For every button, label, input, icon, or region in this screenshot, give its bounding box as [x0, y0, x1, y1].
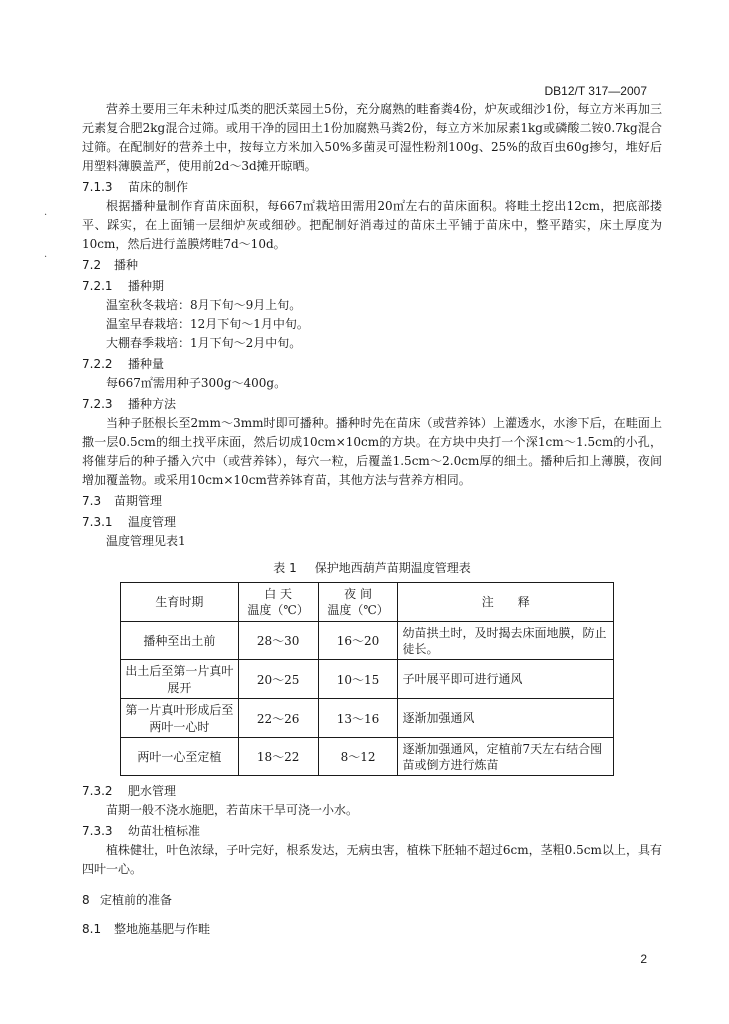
sowing-period-line: 大棚春季栽培：1月下旬～2月中旬。 — [106, 336, 302, 350]
page-number: 2 — [640, 952, 647, 966]
header-stage: 生育时期 — [121, 583, 239, 622]
paragraph-table-reference: 温度管理见表1 — [106, 534, 186, 548]
table-row: 两叶一心至定植 18～22 8～12 逐渐加强通风，定植前7天左右结合囤苗或倒方进行炼苗 — [121, 738, 614, 776]
document-code: DB12/T 317—2007 — [544, 84, 647, 98]
heading-7-2-3: 7.2.3 播种方法 — [82, 397, 177, 411]
heading-8: 8 定植前的准备 — [82, 893, 173, 907]
paragraph-fertilizer-water: 苗期一般不浇水施肥，若苗床干旱可浇一小水。 — [106, 803, 359, 817]
header-note: 注 释 — [398, 583, 614, 622]
header-night-temp: 夜 间 温度（℃） — [318, 583, 398, 622]
paragraph-nutrient-soil: 营养土要用三年未种过瓜类的肥沃菜园土5份，充分腐熟的畦畜粪4份，炉灰或细沙1份，每立方米再加三元素复合肥2kg混合过筛。或用干净的园田土1份加腐熟马粪2份，每立方米加尿素1kg或磷酸二铵0.7kg混合过筛。在配制好的营养土中，按每立方米加入50%多菌灵可湿性粉剂100g、25%的敌百虫60g掺匀，堆好后用塑料薄膜盖严，使用前2d～3d摊开晾晒。 — [82, 102, 662, 173]
heading-7-3-2: 7.3.2 肥水管理 — [82, 784, 177, 798]
heading-7-2-1: 7.2.1 播种期 — [82, 279, 165, 293]
paragraph-sowing-method: 当种子胚根长至2mm～3mm时即可播种。播种时先在苗床（或营养钵）上灌透水，水渗下后，在畦面上撒一层0.5cm的细土找平床面，然后切成10cm×10cm的方块。在方块中央打一个深1cm～1.5cm的小孔，将催芽后的种子播入穴中（或营养钵），每穴一粒，后覆盖1.5cm～2.0cm厚的细土。播种后扣上薄膜，夜间增加覆盖物。或采用10cm×10cm营养钵育苗，其他方法与营养方相同。 — [82, 416, 662, 487]
heading-7-3: 7.3 苗期管理 — [82, 494, 163, 508]
table-row: 第一片真叶形成后至两叶一心时 22～26 13～16 逐渐加强通风 — [121, 699, 614, 738]
sowing-period-line: 温室秋冬栽培：8月下旬～9月上旬。 — [106, 298, 302, 312]
temperature-table — [120, 582, 614, 776]
paragraph-seed-amount: 每667㎡需用种子300g～400g。 — [106, 376, 287, 390]
scan-mark: · — [44, 252, 48, 263]
table-header-row — [121, 583, 614, 622]
heading-7-3-1: 7.3.1 温度管理 — [82, 515, 177, 529]
heading-7-2-2: 7.2.2 播种量 — [82, 357, 165, 371]
paragraph-seedling-standard: 植株健壮，叶色浓绿，子叶完好，根系发达，无病虫害，植株下胚轴不超过6cm，茎粗0.5cm以上，具有四叶一心。 — [82, 843, 662, 876]
header-day-temp: 白 天 温度（℃） — [238, 583, 318, 622]
table-caption: 表 1 保护地西葫芦苗期温度管理表 — [273, 561, 471, 575]
page-body — [82, 100, 662, 939]
heading-7-1-3: 7.1.3 苗床的制作 — [82, 180, 189, 194]
heading-7-3-3: 7.3.3 幼苗壮植标准 — [82, 824, 201, 838]
heading-8-1: 8.1 整地施基肥与作畦 — [82, 922, 211, 936]
paragraph-seedbed: 根据播种量制作育苗床面积，每667㎡栽培田需用20㎡左右的苗床面积。将畦土挖出12cm，把底部搂平、踩实，在上面铺一层细炉灰或细砂。把配制好消毒过的苗床土平铺于苗床中，整平踏实，床土厚度为10cm，然后进行盖膜烤畦7d～10d。 — [82, 199, 662, 251]
sowing-period-line: 温室早春栽培：12月下旬～1月中旬。 — [106, 317, 309, 331]
heading-7-2: 7.2 播种 — [82, 258, 139, 272]
scan-mark: · — [44, 210, 48, 221]
table-row: 播种至出土前 28～30 16～20 幼苗拱土时，及时揭去床面地膜，防止徒长。 — [121, 622, 614, 660]
table-row: 出土后至第一片真叶展开 20～25 10～15 子叶展平即可进行通风 — [121, 660, 614, 699]
